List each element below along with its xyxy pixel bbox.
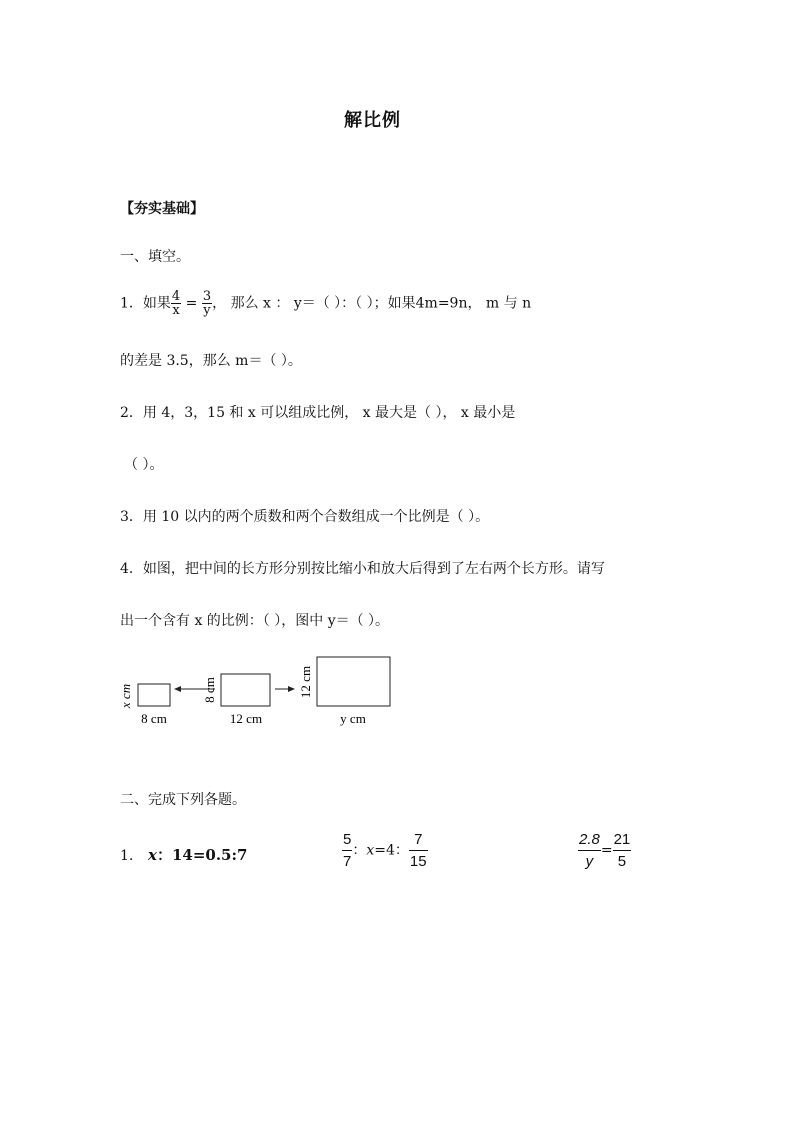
left-height-label: x cm (118, 683, 133, 709)
eq1-rest: ：14=0.5:7 (156, 846, 248, 864)
eq2-mid: =4： (374, 842, 409, 859)
fraction-4-over-x (171, 290, 181, 317)
mid-height-label: 8 cm (202, 677, 217, 703)
mid-width-label: 12 cm (229, 711, 263, 726)
question-1-line-2: 的差是 3.5，那么 m＝（ ）。 (120, 353, 302, 369)
eq3-equals: = (600, 842, 613, 859)
fraction-3-over-y (202, 290, 212, 317)
part1-heading: 一、填空。 (120, 249, 190, 265)
fraction-numerator: 5 (343, 831, 352, 848)
fraction-denominator: y (203, 303, 211, 318)
enlarge-arrow-head (288, 686, 295, 692)
question-4-line-1: 4．如图，把中间的长方形分别按比缩小和放大后得到了左右两个长方形。请写 (120, 561, 605, 577)
fraction-7-over-15 (409, 832, 428, 869)
question-2-line-1: 2．用 4，3，15 和 x 可以组成比例， x 最大是（ ）， x 最小是 (120, 405, 516, 421)
page-title: 解比例 (344, 110, 401, 131)
rectangles-figure (118, 650, 408, 732)
fraction-denominator: 5 (613, 850, 632, 869)
small-rectangle (138, 684, 170, 706)
q1-text-b: ， 那么 x ： y＝（ ）：（ ）；如果4m=9n， m 与 n (212, 295, 532, 312)
eq2-variable: x (366, 842, 375, 859)
fraction-denominator: x (172, 303, 180, 318)
fraction-numerator: 2.8 (579, 831, 600, 848)
middle-rectangle (221, 674, 270, 706)
shrink-arrow-head (174, 686, 181, 692)
q1-text-a: 如果 (142, 295, 171, 312)
fraction-numerator: 4 (171, 289, 181, 304)
q1-number: 1． (120, 295, 143, 312)
part2-item-number: 1. (120, 848, 134, 864)
fraction-denominator: 15 (409, 850, 428, 869)
left-width-label: 8 cm (141, 711, 167, 726)
equation-2 (342, 832, 428, 869)
question-3: 3．用 10 以内的两个质数和两个合数组成一个比例是（ ）。 (120, 509, 490, 525)
fraction-2-8-over-y (578, 832, 601, 869)
right-width-label: y cm (340, 711, 366, 726)
fraction-numerator: 7 (414, 831, 423, 848)
fraction-5-over-7 (342, 832, 352, 869)
section-label: 【夯实基础】 (120, 201, 204, 217)
fraction-21-over-5 (613, 832, 632, 869)
eq2-colon: ： (352, 842, 367, 859)
q1-equals: = (185, 295, 198, 312)
right-height-label: 12 cm (298, 665, 313, 699)
question-4-line-2: 出一个含有 x 的比例：（ ），图中 y＝（ ）。 (120, 613, 390, 629)
large-rectangle (317, 657, 390, 706)
fraction-numerator: 21 (613, 831, 631, 848)
fraction-denominator: y (578, 850, 601, 869)
eq1-variable: x (148, 846, 157, 864)
question-2-line-2: （ ）。 (124, 457, 164, 473)
equation-1 (148, 844, 247, 865)
fraction-numerator: 3 (202, 289, 212, 304)
question-1-line-1 (120, 290, 531, 317)
fraction-denominator: 7 (342, 850, 352, 869)
equation-3 (578, 832, 631, 869)
part2-heading: 二、完成下列各题。 (120, 792, 246, 808)
